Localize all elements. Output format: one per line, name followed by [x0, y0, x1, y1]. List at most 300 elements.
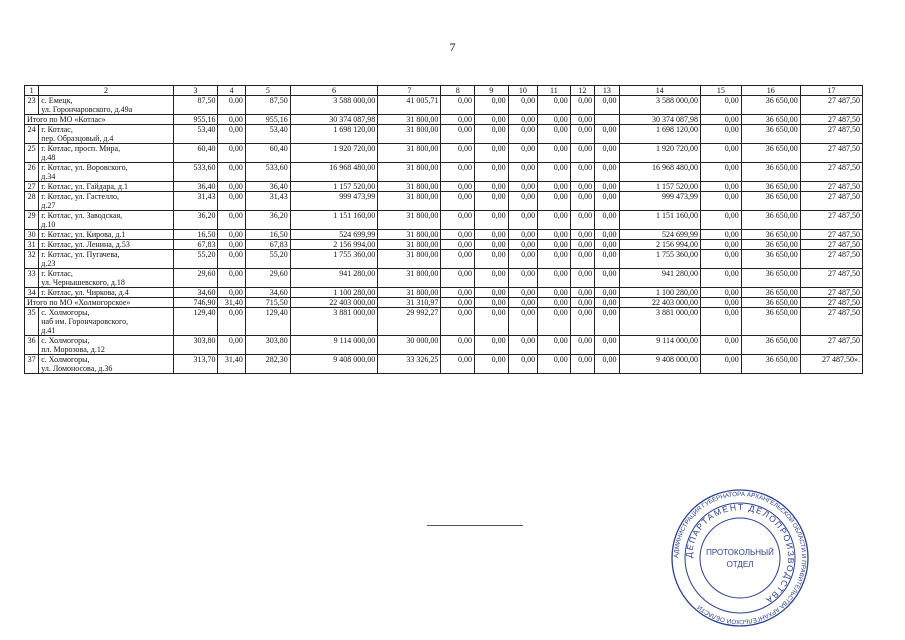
table-cell: 0,00 — [218, 230, 245, 240]
table-cell: 0,00 — [570, 355, 594, 374]
table-cell: 0,00 — [538, 230, 571, 240]
table-cell: 1 100 280,00 — [290, 288, 378, 298]
table-cell: 0,00 — [700, 288, 741, 298]
table-cell: 0,00 — [218, 211, 245, 230]
table-cell: 0,00 — [700, 250, 741, 269]
table-cell: 0,00 — [441, 115, 475, 125]
table-row — [25, 288, 863, 298]
table-cell: 282,30 — [245, 355, 290, 374]
table-cell: 36 650,00 — [741, 163, 800, 182]
table-cell: 0,00 — [508, 308, 538, 336]
table-cell: 3 881 000,00 — [290, 308, 378, 336]
table-cell: 9 114 000,00 — [619, 336, 700, 355]
table-cell: 0,00 — [595, 211, 619, 230]
row-number: 26 — [25, 163, 39, 182]
table-cell: 34,60 — [245, 288, 290, 298]
header-cell: 3 — [173, 86, 218, 96]
table-cell: 1 698 120,00 — [290, 125, 378, 144]
table-cell: 0,00 — [595, 96, 619, 115]
table-cell: 27 487,50 — [800, 163, 862, 182]
table-cell: 22 403 000,00 — [619, 298, 700, 308]
table-cell: 27 487,50 — [800, 230, 862, 240]
table-cell: 0,00 — [218, 288, 245, 298]
table-cell: 0,00 — [595, 298, 619, 308]
table-cell: 0,00 — [595, 308, 619, 336]
table-cell: 1 920 720,00 — [290, 144, 378, 163]
table-cell: 0,00 — [475, 250, 509, 269]
table-cell: 0,00 — [508, 182, 538, 192]
table-cell: 0,00 — [475, 182, 509, 192]
table-cell: 0,00 — [475, 230, 509, 240]
table-cell: 0,00 — [441, 250, 475, 269]
table-cell: 0,00 — [538, 115, 571, 125]
table-row — [25, 269, 863, 288]
table-cell: 0,00 — [700, 144, 741, 163]
table-cell: 0,00 — [508, 298, 538, 308]
table-cell: 1 151 160,00 — [619, 211, 700, 230]
table-cell: 0,00 — [218, 269, 245, 288]
row-number: 31 — [25, 240, 39, 250]
table-cell: 31 800,00 — [378, 192, 441, 211]
table-cell: 0,00 — [538, 269, 571, 288]
table-cell: 31 800,00 — [378, 269, 441, 288]
table-cell: 0,00 — [441, 182, 475, 192]
table-cell: 9 114 000,00 — [290, 336, 378, 355]
table-cell: 0,00 — [218, 240, 245, 250]
table-cell: 0,00 — [508, 250, 538, 269]
table-cell: 3 588 000,00 — [290, 96, 378, 115]
table-cell: 715,50 — [245, 298, 290, 308]
table-cell: 0,00 — [570, 96, 594, 115]
signature-line — [427, 525, 523, 526]
table-cell: 0,00 — [595, 182, 619, 192]
table-cell: 0,00 — [218, 192, 245, 211]
table-cell: 955,16 — [245, 115, 290, 125]
table-cell: 0,00 — [508, 125, 538, 144]
stamp-center-line2: ОТДЕЛ — [726, 560, 754, 569]
table-cell: 0,00 — [570, 250, 594, 269]
row-number: 34 — [25, 288, 39, 298]
table-cell: 0,00 — [538, 240, 571, 250]
row-number: 29 — [25, 211, 39, 230]
table-cell: 2 156 994,00 — [290, 240, 378, 250]
table-cell: 0,00 — [700, 230, 741, 240]
header-cell: 2 — [39, 86, 173, 96]
row-number: 24 — [25, 125, 39, 144]
table-cell: 0,00 — [570, 269, 594, 288]
table-cell: 524 699,99 — [619, 230, 700, 240]
table-cell: 0,00 — [570, 240, 594, 250]
table-cell: 0,00 — [595, 336, 619, 355]
table-cell: 0,00 — [538, 336, 571, 355]
table-cell: 0,00 — [570, 182, 594, 192]
page-number: 7 — [449, 40, 456, 54]
table-cell: 1 755 360,00 — [619, 250, 700, 269]
table-cell: 16 968 480,00 — [619, 163, 700, 182]
table-cell: 27 487,50 — [800, 298, 862, 308]
table-cell: 0,00 — [441, 240, 475, 250]
total-label: Итого по МО «Холмогорское» — [25, 298, 174, 308]
table-cell: 36 650,00 — [741, 211, 800, 230]
table-cell: 16,50 — [245, 230, 290, 240]
table-cell: 0,00 — [508, 192, 538, 211]
address-cell: г. Котлас, просп. Мира, д.48 — [39, 144, 173, 163]
department-stamp — [670, 488, 810, 628]
table-cell: 0,00 — [475, 211, 509, 230]
address-cell: г. Котлас, ул. Чернышевского, д.18 — [39, 269, 173, 288]
table-cell: 53,40 — [173, 125, 218, 144]
address-cell: с. Холмогоры, ул. Ломоносова, д.36 — [39, 355, 173, 374]
table-cell: 0,00 — [700, 182, 741, 192]
table-cell: 0,00 — [538, 250, 571, 269]
address-cell: г. Котлас, ул. Гастелло, д.27 — [39, 192, 173, 211]
table-cell: 0,00 — [700, 96, 741, 115]
table-cell: 27 487,50 — [800, 182, 862, 192]
row-number: 30 — [25, 230, 39, 240]
table-cell: 0,00 — [700, 115, 741, 125]
table-cell: 533,60 — [173, 163, 218, 182]
table-cell: 60,40 — [173, 144, 218, 163]
table-cell: 0,00 — [218, 182, 245, 192]
table-cell: 0,00 — [441, 308, 475, 336]
table-cell: 0,00 — [475, 298, 509, 308]
table-cell: 0,00 — [218, 250, 245, 269]
table-cell: 0,00 — [595, 269, 619, 288]
table-cell: 0,00 — [508, 115, 538, 125]
table-cell: 0,00 — [700, 336, 741, 355]
table-cell: 0,00 — [595, 288, 619, 298]
table-cell: 0,00 — [475, 125, 509, 144]
table-cell: 27 487,50 — [800, 288, 862, 298]
table-cell: 31 800,00 — [378, 211, 441, 230]
table-cell: 0,00 — [595, 163, 619, 182]
table-cell: 0,00 — [538, 308, 571, 336]
row-number: 25 — [25, 144, 39, 163]
table-row — [25, 192, 863, 211]
row-number: 28 — [25, 192, 39, 211]
table-cell: 31 800,00 — [378, 182, 441, 192]
table-cell: 0,00 — [508, 144, 538, 163]
header-cell: 17 — [800, 86, 862, 96]
table-cell: 36 650,00 — [741, 308, 800, 336]
table-cell: 27 487,50 — [800, 336, 862, 355]
header-cell: 11 — [538, 86, 571, 96]
table-cell: 55,20 — [173, 250, 218, 269]
table-cell: 0,00 — [441, 355, 475, 374]
table-cell: 36 650,00 — [741, 230, 800, 240]
table-cell: 0.00 — [218, 96, 245, 115]
table-cell: 0,00 — [595, 355, 619, 374]
table-cell: 0,00 — [508, 269, 538, 288]
table-cell: 0,00 — [475, 115, 509, 125]
stamp-outer-text: АДМИНИСТРАЦИЯ ГУБЕРНАТОРА АРХАНГЕЛЬСКОЙ ОБЛАСТИ И ПРАВИТЕЛЬСТВА АРХАНГЕЛЬСКОЙ ОБЛАСТИ — [672, 490, 808, 626]
header-cell: 8 — [441, 86, 475, 96]
stamp-center-line1: ПРОТОКОЛЬНЫЙ — [706, 548, 774, 557]
table-cell: 27 487,50 — [800, 115, 862, 125]
table-cell: 27 487,50 — [800, 269, 862, 288]
address-cell: г. Котлас, пер. Образцовый, д.4 — [39, 125, 173, 144]
table-row — [25, 125, 863, 144]
total-label: Итого по МО «Котлас» — [25, 115, 174, 125]
row-number: 35 — [25, 308, 39, 336]
table-cell: 0,00 — [508, 288, 538, 298]
address-cell: с. Холмогоры, пл. Морозова, д.12 — [39, 336, 173, 355]
table-cell: 0,00 — [441, 336, 475, 355]
table-cell: 31 800,00 — [378, 240, 441, 250]
table-cell: 31 800,00 — [378, 144, 441, 163]
table-row — [25, 144, 863, 163]
table-cell: 53,40 — [245, 125, 290, 144]
table-cell: 0,00 — [538, 163, 571, 182]
header-cell: 5 — [245, 86, 290, 96]
table-cell: 1 157 520,00 — [619, 182, 700, 192]
table-cell: 36 650,00 — [741, 125, 800, 144]
table-cell: 36 650,00 — [741, 355, 800, 374]
address-cell: г. Котлас, ул. Пугачева, д.23 — [39, 250, 173, 269]
table-cell: 0,00 — [441, 192, 475, 211]
table-cell: 0,00 — [570, 163, 594, 182]
table-cell: 0,00 — [538, 211, 571, 230]
table-cell: 0,00 — [700, 163, 741, 182]
table-cell: 0,00 — [570, 125, 594, 144]
table-cell: 0,00 — [218, 115, 245, 125]
table-cell: 0,00 — [570, 288, 594, 298]
table-cell: 533,60 — [245, 163, 290, 182]
table-cell: 0,00 — [475, 96, 509, 115]
table-cell: 999 473,99 — [619, 192, 700, 211]
table-cell: 30 374 087,98 — [290, 115, 378, 125]
table-cell: 0,00 — [538, 192, 571, 211]
address-cell: г. Котлас, ул. Заводская, д.10 — [39, 211, 173, 230]
table-cell: 27 487,50 — [800, 125, 862, 144]
table-cell: 0,00 — [508, 211, 538, 230]
table-cell: 36 650,00 — [741, 144, 800, 163]
table-cell: 0,00 — [538, 144, 571, 163]
table-cell: 31,43 — [173, 192, 218, 211]
table-cell: 0,00 — [538, 182, 571, 192]
address-cell: г. Котлас, ул. Кирова, д.1 — [39, 230, 173, 240]
table-row — [25, 336, 863, 355]
table-cell: 0,00 — [475, 288, 509, 298]
header-cell: 6 — [290, 86, 378, 96]
table-cell: 0,00 — [570, 230, 594, 240]
row-number: 32 — [25, 250, 39, 269]
address-cell: г. Котлас, ул. Чиркова, д.4 — [39, 288, 173, 298]
table-cell: 0,00 — [218, 125, 245, 144]
table-cell: 55,20 — [245, 250, 290, 269]
table-cell: 87,50 — [173, 96, 218, 115]
table-cell: 0,00 — [595, 240, 619, 250]
table-row — [25, 250, 863, 269]
table-cell: 0,00 — [218, 144, 245, 163]
table-cell: 87,50 — [245, 96, 290, 115]
table-cell: 303,80 — [173, 336, 218, 355]
header-cell: 15 — [700, 86, 741, 96]
header-cell: 9 — [475, 86, 509, 96]
table-cell: 31 800,00 — [378, 250, 441, 269]
table-cell: 31 800,00 — [378, 115, 441, 125]
table-cell: 941 280,00 — [619, 269, 700, 288]
header-cell: 16 — [741, 86, 800, 96]
table-cell: 0,00 — [218, 308, 245, 336]
total-row — [25, 298, 863, 308]
table-cell: 31 800,00 — [378, 163, 441, 182]
table-cell: 0,00 — [700, 298, 741, 308]
table-cell: 129,40 — [245, 308, 290, 336]
table-cell: 0,00 — [508, 230, 538, 240]
table-cell: 0,00 — [595, 192, 619, 211]
table-cell: 0,00 — [475, 192, 509, 211]
table-cell: 67,83 — [173, 240, 218, 250]
table-cell: 0,00 — [475, 336, 509, 355]
table-cell: 0,00 — [441, 298, 475, 308]
table-cell: 0,00 — [441, 211, 475, 230]
table-cell: 36 650,00 — [741, 96, 800, 115]
table-cell: 0,00 — [570, 115, 594, 125]
table-cell: 36 650,00 — [741, 240, 800, 250]
table-cell: 0,00 — [508, 355, 538, 374]
table-cell: 9 408 000,00 — [619, 355, 700, 374]
table-cell: 27 487,50 — [800, 308, 862, 336]
table-cell: 0,00 — [595, 230, 619, 240]
header-cell: 10 — [508, 86, 538, 96]
table-cell: 30 374 087,98 — [619, 115, 700, 125]
table-cell: 29 992,27 — [378, 308, 441, 336]
address-cell: с. Емецк, ул. Горончаровского, д.49а — [39, 96, 173, 115]
total-row — [25, 115, 863, 125]
table-cell: 36 650,00 — [741, 192, 800, 211]
table-cell: 27 487,50 — [800, 192, 862, 211]
data-table — [24, 85, 863, 374]
table-cell: 0,00 — [700, 192, 741, 211]
table-cell: 0,00 — [700, 125, 741, 144]
table-cell: 0,00 — [218, 163, 245, 182]
table-cell: 0,00 — [538, 288, 571, 298]
table-cell: 33 326,25 — [378, 355, 441, 374]
table-cell: 1 755 360,00 — [290, 250, 378, 269]
table-cell: 36 650,00 — [741, 336, 800, 355]
table-cell: 0,00 — [475, 144, 509, 163]
table-cell: 0,00 — [218, 336, 245, 355]
table-cell: 36 650,00 — [741, 298, 800, 308]
table-row — [25, 240, 863, 250]
table-cell: 0,00 — [538, 125, 571, 144]
address-cell: с. Холмогоры, наб им. Горончаровского, д.41 — [39, 308, 173, 336]
table-cell: 0,00 — [508, 240, 538, 250]
table-row — [25, 96, 863, 115]
header-cell: 7 — [378, 86, 441, 96]
table-cell: 36 650,00 — [741, 288, 800, 298]
table-cell: 0,00 — [700, 269, 741, 288]
table-cell: 0,00 — [700, 240, 741, 250]
table-cell: 0,00 — [441, 125, 475, 144]
header-cell: 13 — [595, 86, 619, 96]
table-row — [25, 182, 863, 192]
table-cell: 0,00 — [570, 192, 594, 211]
table-cell: 0,00 — [508, 163, 538, 182]
table-cell: 36 650,00 — [741, 115, 800, 125]
row-number: 36 — [25, 336, 39, 355]
table-cell: 31 800,00 — [378, 230, 441, 240]
table-cell: 746,90 — [173, 298, 218, 308]
table-cell: 0,00 — [700, 355, 741, 374]
table-cell: 36 650,00 — [741, 182, 800, 192]
table-cell: 34,60 — [173, 288, 218, 298]
table-cell: 0,00 — [570, 336, 594, 355]
table-cell: 0,00 — [475, 240, 509, 250]
table-cell: 303,80 — [245, 336, 290, 355]
table-cell: 0,00 — [700, 308, 741, 336]
address-cell: г. Котлас, ул. Ленина, д.53 — [39, 240, 173, 250]
table-cell: 27 487,50 — [800, 250, 862, 269]
address-cell: г. Котлас, ул. Воровского, д.34 — [39, 163, 173, 182]
header-row — [25, 86, 863, 96]
table-cell: 0,00 — [595, 125, 619, 144]
table-cell: 36,20 — [173, 211, 218, 230]
table-cell: 0,00 — [538, 96, 571, 115]
table-cell: 524 699,99 — [290, 230, 378, 240]
table-cell: 0,00 — [441, 230, 475, 240]
table-cell: 0,00 — [441, 163, 475, 182]
table-cell: 22 403 000,00 — [290, 298, 378, 308]
table-cell: 0,00 — [570, 298, 594, 308]
table-cell: 67,83 — [245, 240, 290, 250]
table-cell: 1 920 720,00 — [619, 144, 700, 163]
table-cell: 16 968 480,00 — [290, 163, 378, 182]
table-cell: 1 100 280,00 — [619, 288, 700, 298]
header-cell: 4 — [218, 86, 245, 96]
table-cell: 36 650,00 — [741, 250, 800, 269]
table-cell: 27 487,50 — [800, 96, 862, 115]
table-cell: 1 157 520,00 — [290, 182, 378, 192]
table-cell: 1 151 160,00 — [290, 211, 378, 230]
table-cell: 1 698 120,00 — [619, 125, 700, 144]
table-cell: 2 156 994,00 — [619, 240, 700, 250]
table-cell: 30 000,00 — [378, 336, 441, 355]
table-cell: 0,00 — [475, 269, 509, 288]
table-cell: 941 280,00 — [290, 269, 378, 288]
table-row — [25, 355, 863, 374]
table-cell: 0,00 — [475, 308, 509, 336]
table-cell: 36,40 — [245, 182, 290, 192]
table-cell: 27 487,50 — [800, 144, 862, 163]
table-cell: 129,40 — [173, 308, 218, 336]
table-row — [25, 230, 863, 240]
table-cell: 31,40 — [218, 298, 245, 308]
table-cell: 0,00 — [595, 144, 619, 163]
table-cell: 0,00 — [441, 144, 475, 163]
table-cell: 31,43 — [245, 192, 290, 211]
table-cell — [595, 115, 619, 125]
table-cell: 0,00 — [508, 336, 538, 355]
table-cell: 0,00 — [441, 269, 475, 288]
table-cell: 9 408 000,00 — [290, 355, 378, 374]
table-cell: 27 487,50 — [800, 240, 862, 250]
table-cell: 0,00 — [570, 211, 594, 230]
table-cell: 0,00 — [538, 298, 571, 308]
table-cell: 0,00 — [441, 288, 475, 298]
table-cell: 31 310,97 — [378, 298, 441, 308]
row-number: 23 — [25, 96, 39, 115]
table-cell: 3 588 000,00 — [619, 96, 700, 115]
table-cell: 31 800,00 — [378, 125, 441, 144]
table-cell: 0,00 — [475, 355, 509, 374]
row-number: 27 — [25, 182, 39, 192]
table-cell: 36,40 — [173, 182, 218, 192]
table-cell: 0,00 — [595, 250, 619, 269]
row-number: 37 — [25, 355, 39, 374]
table-cell: 36,20 — [245, 211, 290, 230]
